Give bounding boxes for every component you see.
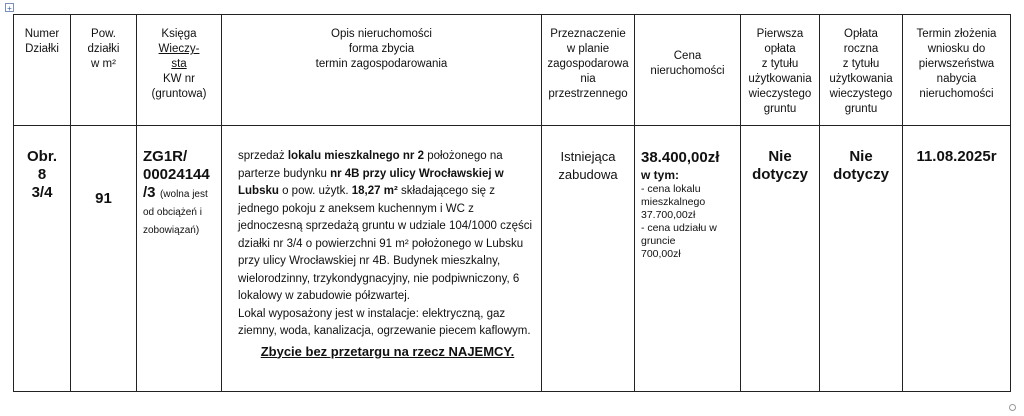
header-numer: Numer Działki [14, 15, 71, 126]
header-row [14, 15, 1011, 126]
property-table [13, 14, 1011, 392]
cell-przeznaczenie: Istniejąca zabudowa [542, 126, 635, 392]
header-opis: Opis nieruchomości forma zbycia termin zagospodarowania [222, 15, 542, 126]
table-row [14, 126, 1011, 392]
cell-opis: sprzedaż lokalu mieszkalnego nr 2 położonego na parterze budynku nr 4B przy ulicy Wrocławskiej w Lubsku o pow. użytk. 18,27 m² składającego się z jednego pokoju z aneksem kuchennym i WC z jednoczesną sprzedażą gruntu w udziale 104/1000 części działki nr 3/4 o powierzchni 91 m² położonego w Lubsku przy ulicy Wrocławskiej nr 4B. Budynek mieszkalny, wielorodzinny, trzykondygnacyjny, nie podpiwniczony, 6 lokalowy w zabudowie półzwartej. Lokal wyposażony jest w instalacje: elektryczną, gaz ziemny, woda, kanalizacja, ogrzewanie piecem kaflowym. Zbycie bez przetargu na rzecz NAJEMCY. [222, 126, 542, 392]
cell-pow: 91 [71, 126, 137, 392]
sale-note: Zbycie bez przetargu na rzecz NAJEMCY. [260, 343, 515, 359]
cell-numer: Obr. 8 3/4 [14, 126, 71, 392]
cell-ksiega: ZG1R/ 00024144 /3 (wolna jest od obciążeń i zobowiązań) [137, 126, 222, 392]
cell-cena: 38.400,00zł w tym: - cena lokalu mieszkalnego 37.700,00zł - cena udziału w gruncie 700,00zł [635, 126, 741, 392]
cell-pierwsza-oplata: Nie dotyczy [741, 126, 820, 392]
header-przeznaczenie: Przeznaczenie w planie zagospodarowa nia przestrzennego [542, 15, 635, 126]
header-pierwsza-oplata: Pierwsza opłata z tytułu użytkowania wieczystego gruntu [741, 15, 820, 126]
cell-oplata-roczna: Nie dotyczy [820, 126, 903, 392]
header-cena: Cena nieruchomości [635, 15, 741, 126]
header-pow: Pow. działki w m² [71, 15, 137, 126]
table-move-handle-icon[interactable]: + [5, 3, 14, 12]
header-oplata-roczna: Opłata roczna z tytułu użytkowania wieczystego gruntu [820, 15, 903, 126]
header-termin: Termin złożenia wniosku do pierwszeństwa nabycia nieruchomości [903, 15, 1011, 126]
cell-termin: 11.08.2025r [903, 126, 1011, 392]
header-ksiega: Księga Wieczy- sta KW nr (gruntowa) [137, 15, 222, 126]
resize-handle-icon[interactable] [1009, 404, 1016, 411]
